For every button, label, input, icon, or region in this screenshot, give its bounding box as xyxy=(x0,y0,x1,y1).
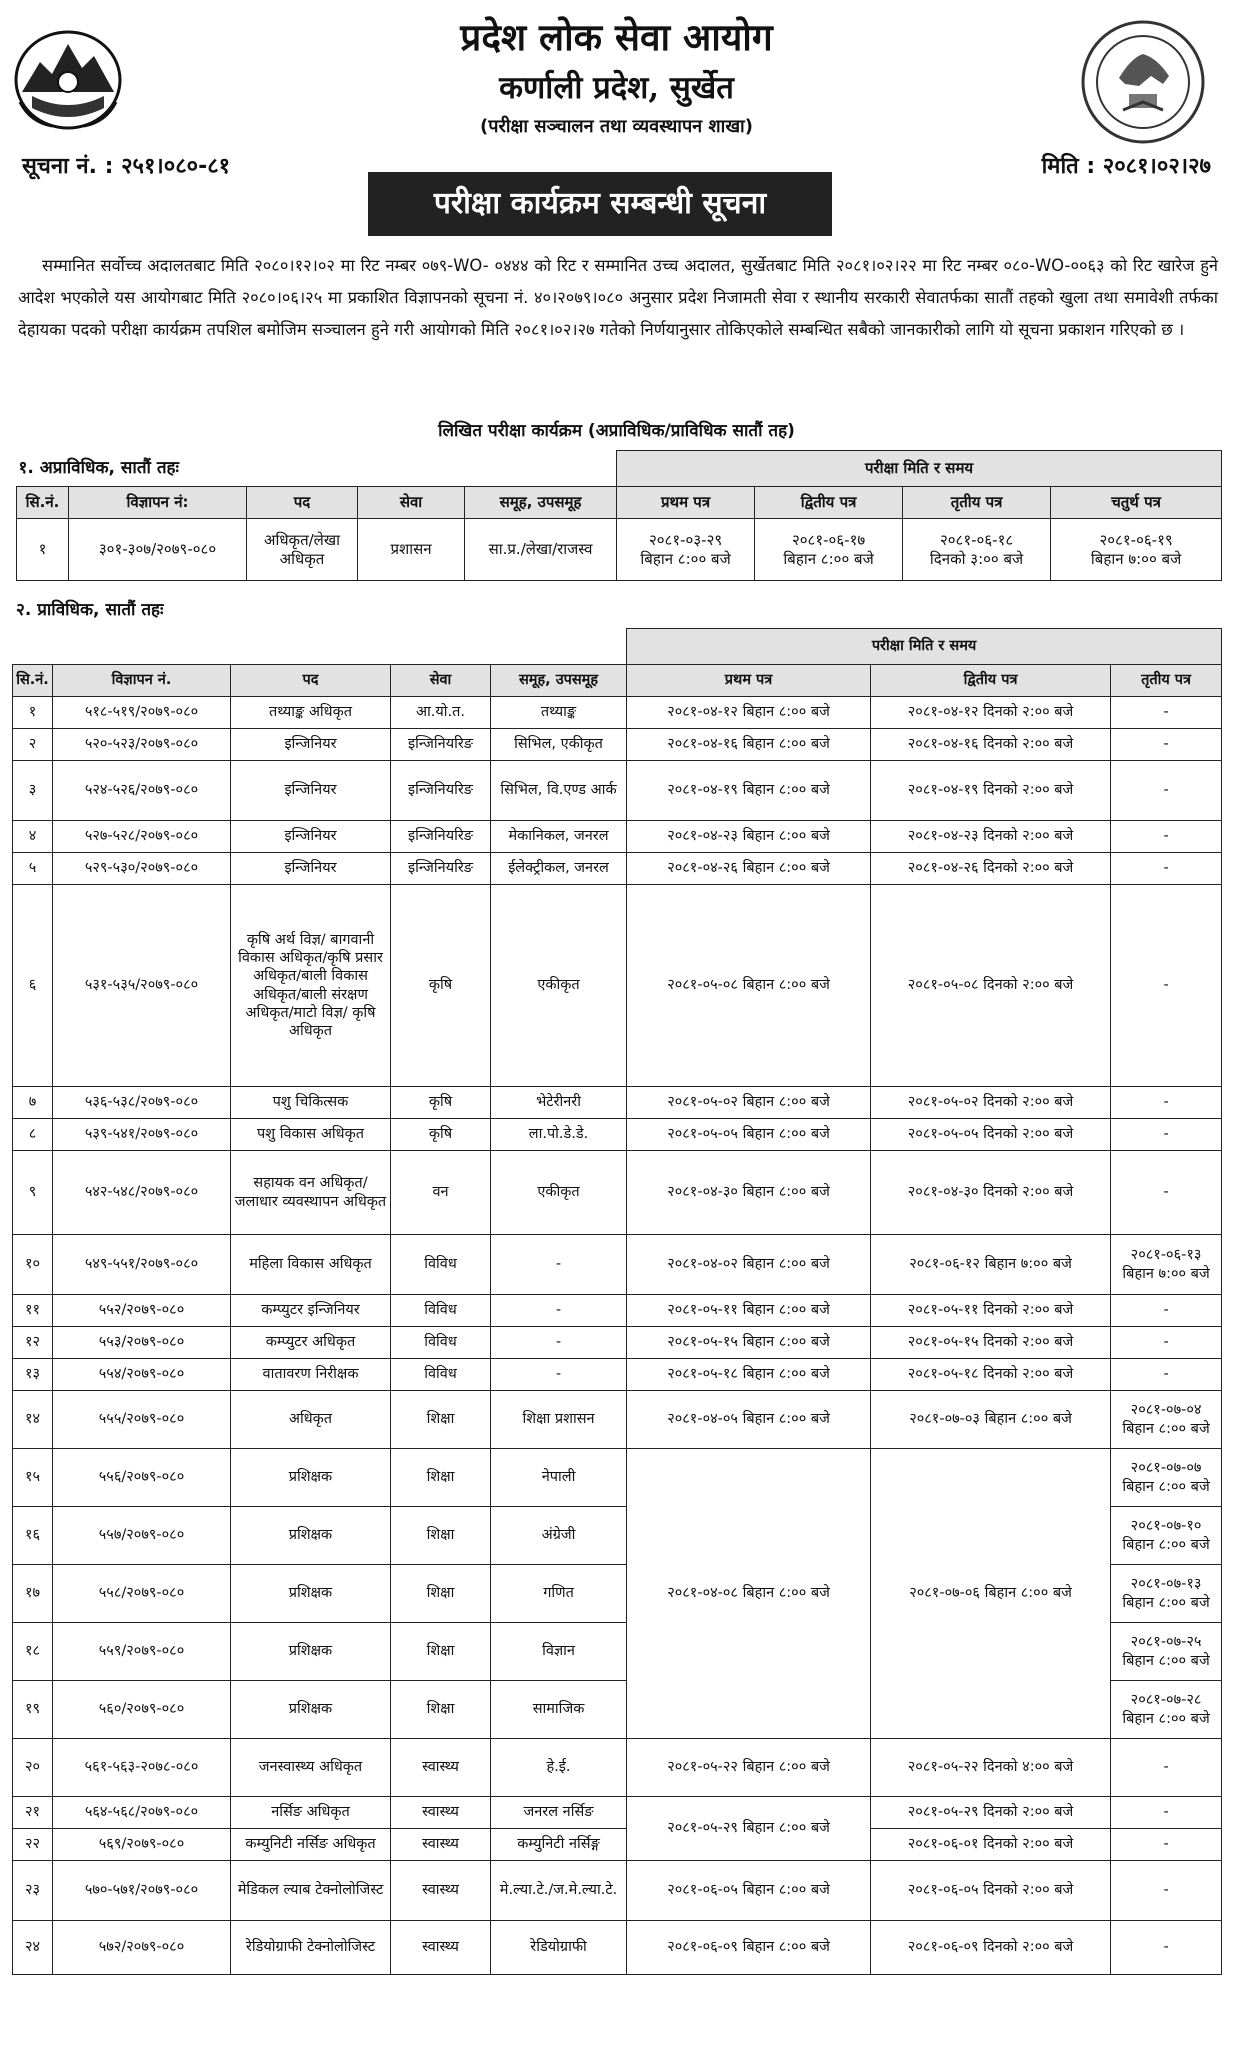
cell-paper2: २०८१-०७-०३ बिहान ८:०० बजे xyxy=(871,1391,1111,1449)
cell-paper1: २०८१-०४-०५ बिहान ८:०० बजे xyxy=(627,1391,871,1449)
cell-paper3: - xyxy=(1111,1119,1222,1151)
cell-paper3: २०८१-०७-१३ बिहान ८:०० बजे xyxy=(1111,1565,1222,1623)
col-adv-no: विज्ञापन नं. xyxy=(53,665,231,697)
col-post: पद xyxy=(247,487,358,519)
cell-paper3: - xyxy=(1111,697,1222,729)
cell-paper2: २०८१-०५-०८ दिनको २:०० बजे xyxy=(871,885,1111,1087)
table-row xyxy=(13,1797,1222,1829)
section2-group-header: परीक्षा मिति र समय xyxy=(627,629,1222,665)
cell-paper1: २०८१-०५-०८ बिहान ८:०० बजे xyxy=(627,885,871,1087)
cell-group: रेडियोग्राफी xyxy=(491,1921,627,1975)
cell-post: कम्प्युटर इन्जिनियर xyxy=(231,1295,391,1327)
col-paper3: तृतीय पत्र xyxy=(1111,665,1222,697)
col-sn: सि.नं. xyxy=(17,487,69,519)
cell-paper2: २०८१-०५-२९ दिनको २:०० बजे xyxy=(871,1797,1111,1829)
cell-service: स्वास्थ्य xyxy=(391,1797,491,1829)
cell-paper2: २०८१-०६-१२ बिहान ७:०० बजे xyxy=(871,1235,1111,1295)
cell-paper4 xyxy=(1051,519,1222,581)
cell-adv: ५२०-५२३/२०७९-०८० xyxy=(53,729,231,761)
cell-group: ईलेक्ट्रीकल, जनरल xyxy=(491,853,627,885)
table-row xyxy=(13,1235,1222,1295)
cell-service: इन्जिनियरिङ xyxy=(391,761,491,821)
cell-post: तथ्याङ्क अधिकृत xyxy=(231,697,391,729)
cell-post: प्रशिक्षक xyxy=(231,1681,391,1739)
cell-group: गणित xyxy=(491,1565,627,1623)
cell-paper3: २०८१-०७-०४ बिहान ८:०० बजे xyxy=(1111,1391,1222,1449)
cell-adv: ५१८-५१९/२०७९-०८० xyxy=(53,697,231,729)
cell-paper3: - xyxy=(1111,1829,1222,1861)
cell-service: विविध xyxy=(391,1235,491,1295)
table-row xyxy=(13,1449,1222,1507)
technical-table xyxy=(12,628,1222,1975)
cell-service: कृषि xyxy=(391,885,491,1087)
cell-adv: ५५३/२०७९-०८० xyxy=(53,1327,231,1359)
cell-paper2: २०८१-०५-०५ दिनको २:०० बजे xyxy=(871,1119,1111,1151)
cell-paper2: २०८१-०६-०९ दिनको २:०० बजे xyxy=(871,1921,1111,1975)
cell-group: अंग्रेजी xyxy=(491,1507,627,1565)
cell-service: इन्जिनियरिङ xyxy=(391,853,491,885)
cell-paper2: २०८१-०४-३० दिनको २:०० बजे xyxy=(871,1151,1111,1235)
paper4-date: २०८१-०६-१९ xyxy=(1099,530,1173,549)
cell-paper2 xyxy=(755,519,903,581)
table-row xyxy=(13,821,1222,853)
col-paper2: द्वितीय पत्र xyxy=(755,487,903,519)
intro-paragraph: सम्मानित सर्वोच्च अदालतबाट मिति २०८०।१२।०२ मा रिट नम्बर ०७९-WO- ०४४४ को रिट र सम्मानित उच्च अदालत, सुर्खेतबाट मिति २०८१।०२।२२ मा रिट नम्बर ०८०-WO-००६३ को रिट खारेज हुने आदेश भएकोले यस आयोगबाट मिति २०८०।०६।२५ मा प्रकाशित विज्ञापनको सूचना नं. ४०।२०७९।०८० अनुसार प्रदेश निजामती सेवा र स्थानीय सरकारी सेवातर्फका सातौं तहको खुला तथा समावेशी तर्फका देहायका पदको परीक्षा कार्यक्रम तपशिल बमोजिम सञ्चालन हुने गरी आयोगको मिति २०८१।०२।२७ गतेको निर्णयानुसार तोकिएकोले सम्बन्धित सबैको जानकारीको लागि यो सूचना प्रकाशन गरिएको छ । xyxy=(18,256,1218,339)
cell-sn: १२ xyxy=(13,1327,53,1359)
col-paper2: द्वितीय पत्र xyxy=(871,665,1111,697)
col-paper1: प्रथम पत्र xyxy=(627,665,871,697)
cell-paper1: २०८१-०४-१९ बिहान ८:०० बजे xyxy=(627,761,871,821)
cell-service: स्वास्थ्य xyxy=(391,1829,491,1861)
table-row xyxy=(13,1151,1222,1235)
cell-adv: ५२७-५२८/२०७९-०८० xyxy=(53,821,231,853)
col-service: सेवा xyxy=(391,665,491,697)
cell-post: इन्जिनियर xyxy=(231,821,391,853)
paper4-time: बिहान ७:०० बजे xyxy=(1090,549,1182,568)
cell-sn: १४ xyxy=(13,1391,53,1449)
table-row xyxy=(13,853,1222,885)
cell-post: नर्सिङ अधिकृत xyxy=(231,1797,391,1829)
cell-adv: ५२४-५२६/२०७९-०८० xyxy=(53,761,231,821)
notice-number: सूचना नं. : २५१।०८०-८१ xyxy=(22,154,231,179)
cell-service: इन्जिनियरिङ xyxy=(391,729,491,761)
cell-adv: ५५९/२०७९-०८० xyxy=(53,1623,231,1681)
cell-service: स्वास्थ्य xyxy=(391,1921,491,1975)
cell-group: ला.पो.डे.डे. xyxy=(491,1119,627,1151)
paper3-time: दिनको ३:०० बजे xyxy=(929,549,1024,568)
cell-paper3: - xyxy=(1111,853,1222,885)
cell-adv: ५७०-५७१/२०७९-०८० xyxy=(53,1861,231,1921)
cell-paper2: २०८१-०४-१२ दिनको २:०० बजे xyxy=(871,697,1111,729)
col-service: सेवा xyxy=(358,487,465,519)
cell-adv: ५५४/२०७९-०८० xyxy=(53,1359,231,1391)
cell-adv: ५३६-५३८/२०७९-०८० xyxy=(53,1087,231,1119)
cell-sn: २२ xyxy=(13,1829,53,1861)
cell-post: मेडिकल ल्याब टेक्नोलोजिस्ट xyxy=(231,1861,391,1921)
cell-service: शिक्षा xyxy=(391,1681,491,1739)
cell-paper2: २०८१-०५-१५ दिनको २:०० बजे xyxy=(871,1327,1111,1359)
paper1-time: बिहान ८:०० बजे xyxy=(640,549,731,568)
cell-sn: ४ xyxy=(13,821,53,853)
paper1-date: २०८१-०३-२९ xyxy=(648,530,723,549)
cell-paper1: २०८१-०५-११ बिहान ८:०० बजे xyxy=(627,1295,871,1327)
spacer xyxy=(13,629,627,665)
cell-service: आ.यो.त. xyxy=(391,697,491,729)
cell-adv: ५३९-५४१/२०७९-०८० xyxy=(53,1119,231,1151)
cell-sn: २४ xyxy=(13,1921,53,1975)
cell-paper1: २०८१-०५-०२ बिहान ८:०० बजे xyxy=(627,1087,871,1119)
cell-service: इन्जिनियरिङ xyxy=(391,821,491,853)
cell-post: इन्जिनियर xyxy=(231,853,391,885)
cell-sn: ३ xyxy=(13,761,53,821)
cell-paper3: - xyxy=(1111,1295,1222,1327)
table-row xyxy=(13,729,1222,761)
cell-sn: १० xyxy=(13,1235,53,1295)
cell-service: शिक्षा xyxy=(391,1565,491,1623)
cell-paper3: - xyxy=(1111,729,1222,761)
paper2-time: बिहान ८:०० बजे xyxy=(783,549,874,568)
cell-post: इन्जिनियर xyxy=(231,761,391,821)
cell-service: शिक्षा xyxy=(391,1507,491,1565)
cell-adv: ५७२/२०७९-०८० xyxy=(53,1921,231,1975)
cell-sn: १ xyxy=(17,519,69,581)
cell-paper3: २०८१-०६-१३ बिहान ७:०० बजे xyxy=(1111,1235,1222,1295)
cell-paper2: २०८१-०५-०२ दिनको २:०० बजे xyxy=(871,1087,1111,1119)
cell-group: - xyxy=(491,1235,627,1295)
col-group: समूह, उपसमूह xyxy=(465,487,617,519)
table-row xyxy=(13,1739,1222,1797)
cell-post: प्रशिक्षक xyxy=(231,1623,391,1681)
cell-sn: ८ xyxy=(13,1119,53,1151)
cell-paper3: - xyxy=(1111,1739,1222,1797)
schedule-title: लिखित परीक्षा कार्यक्रम (अप्राविधिक/प्राविधिक सातौं तह) xyxy=(438,421,795,441)
col-post: पद xyxy=(231,665,391,697)
paper2-date: २०८१-०६-१७ xyxy=(791,530,866,549)
cell-post: अधिकृत/लेखा अधिकृत xyxy=(247,519,358,581)
col-adv-no: विज्ञापन नं: xyxy=(69,487,247,519)
cell-post: महिला विकास अधिकृत xyxy=(231,1235,391,1295)
cell-group: - xyxy=(491,1327,627,1359)
cell-paper1: २०८१-०४-०२ बिहान ८:०० बजे xyxy=(627,1235,871,1295)
cell-adv: ५६१-५६३-२०७८-०८० xyxy=(53,1739,231,1797)
cell-post: कृषि अर्थ विज्ञ/ बागवानी विकास अधिकृत/कृषि प्रसार अधिकृत/बाली विकास अधिकृत/बाली संरक्षण अधिकृत/माटो विज्ञ/ कृषि अधिकृत xyxy=(231,885,391,1087)
cell-sn: २३ xyxy=(13,1861,53,1921)
cell-paper1: २०८१-०४-१२ बिहान ८:०० बजे xyxy=(627,697,871,729)
cell-paper1: २०८१-०४-३० बिहान ८:०० बजे xyxy=(627,1151,871,1235)
cell-sn: ६ xyxy=(13,885,53,1087)
cell-sn: २० xyxy=(13,1739,53,1797)
cell-sn: ९ xyxy=(13,1151,53,1235)
table-row xyxy=(13,1921,1222,1975)
col-sn: सि.नं. xyxy=(13,665,53,697)
cell-paper3: - xyxy=(1111,1087,1222,1119)
cell-group: एकीकृत xyxy=(491,1151,627,1235)
cell-service: कृषि xyxy=(391,1119,491,1151)
cell-service: विविध xyxy=(391,1359,491,1391)
cell-group: जनरल नर्सिङ xyxy=(491,1797,627,1829)
cell-paper3: - xyxy=(1111,1359,1222,1391)
cell-paper2: २०८१-०६-०१ दिनको २:०० बजे xyxy=(871,1829,1111,1861)
cell-paper1: २०८१-०४-२३ बिहान ८:०० बजे xyxy=(627,821,871,853)
cell-paper1: २०८१-०६-०९ बिहान ८:०० बजे xyxy=(627,1921,871,1975)
section2-title: २. प्राविधिक, सातौं तहः xyxy=(16,600,164,620)
cell-service: स्वास्थ्य xyxy=(391,1739,491,1797)
cell-paper1: २०८१-०५-१५ बिहान ८:०० बजे xyxy=(627,1327,871,1359)
cell-group: कम्युनिटी नर्सिङ्ग xyxy=(491,1829,627,1861)
cell-paper1 xyxy=(617,519,755,581)
paper3-date: २०८१-०६-१८ xyxy=(939,530,1014,549)
cell-paper1: २०८१-०५-२२ बिहान ८:०० बजे xyxy=(627,1739,871,1797)
cell-post: पशु विकास अधिकृत xyxy=(231,1119,391,1151)
cell-sn: १६ xyxy=(13,1507,53,1565)
cell-group: - xyxy=(491,1359,627,1391)
table-row xyxy=(17,519,1222,581)
cell-group: नेपाली xyxy=(491,1449,627,1507)
col-paper1: प्रथम पत्र xyxy=(617,487,755,519)
table-row xyxy=(13,697,1222,729)
table-row xyxy=(13,1295,1222,1327)
cell-adv: ५६०/२०७९-०८० xyxy=(53,1681,231,1739)
cell-paper1: २०८१-०६-०५ बिहान ८:०० बजे xyxy=(627,1861,871,1921)
cell-post: प्रशिक्षक xyxy=(231,1507,391,1565)
cell-paper3: २०८१-०७-२८ बिहान ८:०० बजे xyxy=(1111,1681,1222,1739)
cell-paper2: २०८१-०४-२३ दिनको २:०० बजे xyxy=(871,821,1111,853)
cell-group: हे.ई. xyxy=(491,1739,627,1797)
province-subtitle: कर्णाली प्रदेश, सुर्खेत xyxy=(499,70,734,106)
cell-service: विविध xyxy=(391,1295,491,1327)
cell-adv: ५५२/२०७९-०८० xyxy=(53,1295,231,1327)
table-row xyxy=(13,1327,1222,1359)
cell-service: शिक्षा xyxy=(391,1623,491,1681)
cell-post: जनस्वास्थ्य अधिकृत xyxy=(231,1739,391,1797)
cell-adv: ५५६/२०७९-०८० xyxy=(53,1449,231,1507)
cell-service: स्वास्थ्य xyxy=(391,1861,491,1921)
cell-paper3: - xyxy=(1111,1151,1222,1235)
cell-sn: १ xyxy=(13,697,53,729)
cell-paper2: २०८१-०६-०५ दिनको २:०० बजे xyxy=(871,1861,1111,1921)
cell-post: प्रशिक्षक xyxy=(231,1565,391,1623)
cell-sn: १९ xyxy=(13,1681,53,1739)
cell-group: सिभिल, एकीकृत xyxy=(491,729,627,761)
cell-paper1: २०८१-०४-२६ बिहान ८:०० बजे xyxy=(627,853,871,885)
cell-paper2: २०८१-०४-१९ दिनको २:०० बजे xyxy=(871,761,1111,821)
col-group: समूह, उपसमूह xyxy=(491,665,627,697)
col-paper4: चतुर्थ पत्र xyxy=(1051,487,1222,519)
cell-sn: १३ xyxy=(13,1359,53,1391)
cell-paper3: २०८१-०७-१० बिहान ८:०० बजे xyxy=(1111,1507,1222,1565)
cell-post: पशु चिकित्सक xyxy=(231,1087,391,1119)
table-row xyxy=(13,1359,1222,1391)
cell-paper3: - xyxy=(1111,1797,1222,1829)
cell-paper3: - xyxy=(1111,885,1222,1087)
cell-service: प्रशासन xyxy=(358,519,465,581)
cell-group: विज्ञान xyxy=(491,1623,627,1681)
cell-post: प्रशिक्षक xyxy=(231,1449,391,1507)
cell-adv: ५४२-५४८/२०७९-०८० xyxy=(53,1151,231,1235)
cell-paper1: २०८१-०४-०८ बिहान ८:०० बजे xyxy=(627,1449,871,1739)
cell-post: कम्युनिटी नर्सिङ अधिकृत xyxy=(231,1829,391,1861)
commission-title: प्रदेश लोक सेवा आयोग xyxy=(460,15,773,59)
cell-adv: ५५७/२०७९-०८० xyxy=(53,1507,231,1565)
table-row xyxy=(13,1119,1222,1151)
cell-adv: ५६९/२०७९-०८० xyxy=(53,1829,231,1861)
cell-group: - xyxy=(491,1295,627,1327)
cell-group: सिभिल, वि.एण्ड आर्क xyxy=(491,761,627,821)
cell-post: वातावरण निरीक्षक xyxy=(231,1359,391,1391)
cell-adv: ५२९-५३०/२०७९-०८० xyxy=(53,853,231,885)
cell-adv: ५६४-५६८/२०७९-०८० xyxy=(53,1797,231,1829)
cell-paper1: २०८१-०५-२९ बिहान ८:०० बजे xyxy=(627,1797,871,1861)
section1-group-header: परीक्षा मिति र समय xyxy=(617,451,1222,487)
cell-sn: १८ xyxy=(13,1623,53,1681)
cell-sn: १७ xyxy=(13,1565,53,1623)
cell-adv: ५४९-५५१/२०७९-०८० xyxy=(53,1235,231,1295)
cell-paper2: २०८१-०५-११ दिनको २:०० बजे xyxy=(871,1295,1111,1327)
table-row xyxy=(13,1829,1222,1861)
cell-sn: १५ xyxy=(13,1449,53,1507)
cell-sn: २ xyxy=(13,729,53,761)
branch-name: (परीक्षा सञ्चालन तथा व्यवस्थापन शाखा) xyxy=(480,116,753,137)
cell-post: अधिकृत xyxy=(231,1391,391,1449)
cell-post: इन्जिनियर xyxy=(231,729,391,761)
cell-adv: ५५८/२०७९-०८० xyxy=(53,1565,231,1623)
table-row xyxy=(13,1391,1222,1449)
section1-title: १. अप्राविधिक, सातौं तहः xyxy=(18,457,179,478)
cell-paper1: २०८१-०४-१६ बिहान ८:०० बजे xyxy=(627,729,871,761)
cell-paper1: २०८१-०५-०५ बिहान ८:०० बजे xyxy=(627,1119,871,1151)
cell-group: सामाजिक xyxy=(491,1681,627,1739)
cell-paper3: - xyxy=(1111,1327,1222,1359)
cell-adv: ५५५/२०७९-०८० xyxy=(53,1391,231,1449)
col-paper3: तृतीय पत्र xyxy=(903,487,1051,519)
cell-adv: ३०१-३०७/२०७९-०८० xyxy=(69,519,247,581)
cell-paper3: २०८१-०७-२५ बिहान ८:०० बजे xyxy=(1111,1623,1222,1681)
cell-service: कृषि xyxy=(391,1087,491,1119)
cell-paper3 xyxy=(903,519,1051,581)
cell-group: तथ्याङ्क xyxy=(491,697,627,729)
cell-post: कम्प्युटर अधिकृत xyxy=(231,1327,391,1359)
cell-paper3: - xyxy=(1111,821,1222,853)
cell-service: शिक्षा xyxy=(391,1391,491,1449)
cell-paper2: २०८१-०४-१६ दिनको २:०० बजे xyxy=(871,729,1111,761)
table-row xyxy=(13,1087,1222,1119)
table-row xyxy=(13,885,1222,1087)
cell-group: एकीकृत xyxy=(491,885,627,1087)
cell-service: वन xyxy=(391,1151,491,1235)
non-technical-table xyxy=(16,450,1222,581)
cell-paper3: - xyxy=(1111,1921,1222,1975)
cell-paper3: २०८१-०७-०७ बिहान ८:०० बजे xyxy=(1111,1449,1222,1507)
cell-group: भेटेरीनरी xyxy=(491,1087,627,1119)
cell-paper2: २०८१-०५-१८ दिनको २:०० बजे xyxy=(871,1359,1111,1391)
cell-group: मे.ल्या.टे./ज.मे.ल्या.टे. xyxy=(491,1861,627,1921)
cell-service: शिक्षा xyxy=(391,1449,491,1507)
cell-group: मेकानिकल, जनरल xyxy=(491,821,627,853)
cell-group: सा.प्र./लेखा/राजस्व xyxy=(465,519,617,581)
cell-service: विविध xyxy=(391,1327,491,1359)
cell-paper1: २०८१-०५-१८ बिहान ८:०० बजे xyxy=(627,1359,871,1391)
table-row xyxy=(13,1861,1222,1921)
notice-banner: परीक्षा कार्यक्रम सम्बन्धी सूचना xyxy=(368,172,832,236)
table-row xyxy=(13,761,1222,821)
notice-date: मिति : २०८१।०२।२७ xyxy=(1041,154,1211,179)
cell-post: रेडियोग्राफी टेक्नोलोजिस्ट xyxy=(231,1921,391,1975)
cell-sn: ७ xyxy=(13,1087,53,1119)
cell-adv: ५३१-५३५/२०७९-०८० xyxy=(53,885,231,1087)
cell-sn: ११ xyxy=(13,1295,53,1327)
cell-paper2: २०८१-०५-२२ दिनको ४:०० बजे xyxy=(871,1739,1111,1797)
cell-group: शिक्षा प्रशासन xyxy=(491,1391,627,1449)
cell-post: सहायक वन अधिकृत/ जलाधार व्यवस्थापन अधिकृत xyxy=(231,1151,391,1235)
cell-paper3: - xyxy=(1111,1861,1222,1921)
cell-paper3: - xyxy=(1111,761,1222,821)
cell-paper2: २०८१-०७-०६ बिहान ८:०० बजे xyxy=(871,1449,1111,1739)
cell-sn: २१ xyxy=(13,1797,53,1829)
cell-paper2: २०८१-०४-२६ दिनको २:०० बजे xyxy=(871,853,1111,885)
cell-sn: ५ xyxy=(13,853,53,885)
